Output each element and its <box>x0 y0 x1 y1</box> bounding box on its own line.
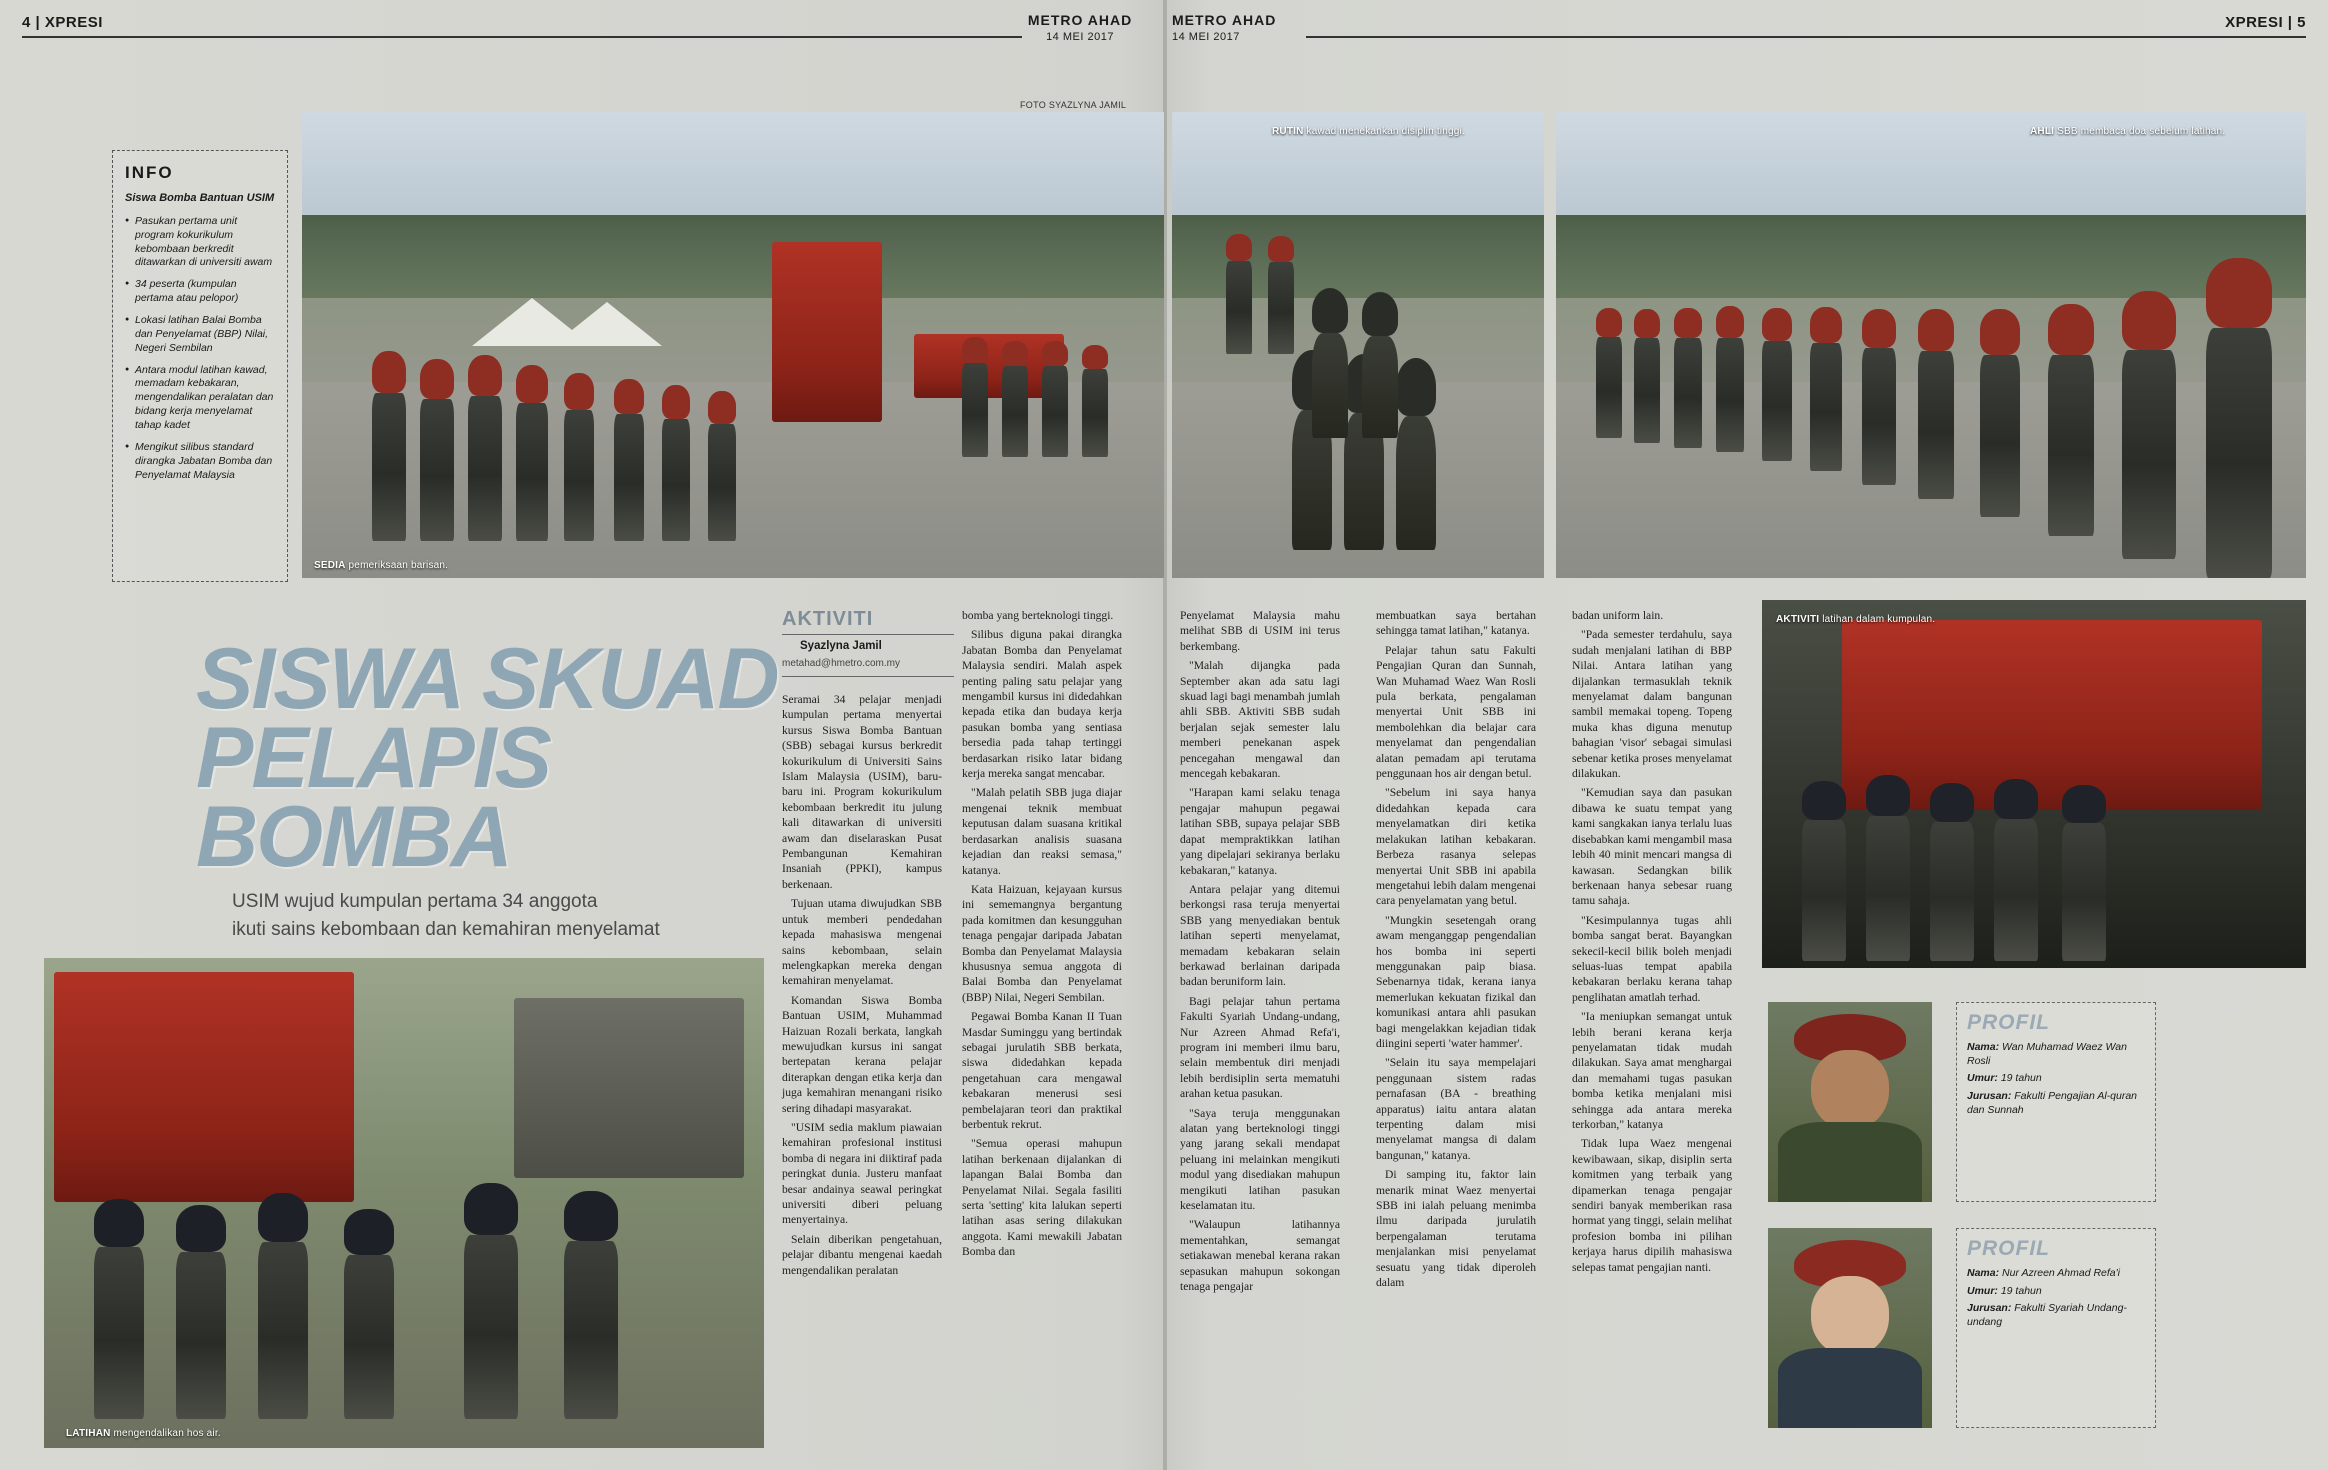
folio-right: XPRESI | 5 <box>2225 14 2306 31</box>
profil-row-nama <box>1967 1267 2145 1281</box>
center-head-left-title: METRO AHAD <box>1027 12 1133 28</box>
paragraph: "Sebelum ini saya hanya didedahkan kepada cara menyelamatkan diri ketika melakukan latihan kebakaran. Berbeza rasanya selepas menyertai Unit SBB ini apabila mengetahui lebih dalam mengenai cara penyelamatan yang betul. <box>1376 786 1536 908</box>
section-kicker: AKTIVITI <box>782 608 874 630</box>
info-item: ● Mengikut silibus standard dirangka Jabatan Bomba dan Penyelamat Malaysia <box>125 441 275 483</box>
byline-author: Syazlyna Jamil <box>800 640 882 652</box>
rule-right <box>1306 36 2306 38</box>
info-box-subtitle: Siswa Bomba Bantuan USIM <box>125 192 275 204</box>
paragraph: Seramai 34 pelajar menjadi kumpulan pertama menyertai kursus Siswa Bomba Bantuan (SBB) sebagai kursus berkredit kokurikulum di Universiti Sains Islam Malaysia (USIM), baru-baru ini. Program kokurikulum kebombaan berkredit itu julung kali ditawarkan di universiti awam dan diselaraskan Pusat Pembangunan Kemahiran Insaniah (PPKI), kampus berkenaan. <box>782 693 942 891</box>
portrait-waez <box>1768 1002 1932 1202</box>
photo-latihan-hos <box>44 958 764 1448</box>
headline-line-2: PELAPIS BOMBA <box>196 710 550 886</box>
body-column-3 <box>1180 608 1340 1448</box>
caption-rutin <box>1272 126 1465 137</box>
paragraph: Tidak lupa Waez mengenai kewibawaan, sikap, disiplin serta komitmen yang terbaik yang dipamerkan tenaga pengajar sendiri banyak memberikan rasa hormat yang tinggi, selain melihat profesion bomba ini pilihan kerjaya harus dipilih mahasiswa selepas tamat pengajian nanti. <box>1572 1137 1732 1274</box>
profil-row-jurusan <box>1967 1302 2145 1329</box>
info-box-list <box>125 215 275 483</box>
center-head-right <box>1172 12 1332 43</box>
paragraph: bomba yang berteknologi tinggi. <box>962 609 1114 622</box>
byline-rule-bottom <box>782 676 954 677</box>
profil-label: Jurusan: <box>1967 1302 2012 1315</box>
profil-value: Nur Azreen Ahmad Refa'i <box>1999 1267 2120 1279</box>
body-column-4 <box>1376 608 1536 1448</box>
profil-value: Fakulti Syariah Undang-undang <box>1967 1302 2127 1328</box>
paragraph: badan uniform lain. <box>1572 609 1664 622</box>
center-head-left-date: 14 MEI 2017 <box>1046 31 1114 43</box>
paragraph: Pelajar tahun satu Fakulti Pengajian Quran dan Sunnah, Wan Muhamad Waez Wan Rosli pula berkata, pengalaman menyertai Unit SBB ini membolehkan dia belajar cara menyelamat dan pengendalian alatan pemadam api terutama penggunaan hos air dengan betul. <box>1376 643 1536 781</box>
profil-value: 19 tahun <box>1997 1284 2042 1297</box>
standfirst <box>232 888 792 943</box>
paragraph: "Kemudian saya dan pasukan dibawa ke suatu tempat yang kami sangkakan ianya terlalu luas disebabkan kami mengambil masa lebih 40 minit mencari mangsa di kawasan. Sedangkan bilik berkenaan hanya sebesar ruang tamu sahaja. <box>1572 786 1733 908</box>
body-column-1 <box>782 692 942 1448</box>
profil-value: Wan Muhamad Waez Wan Rosli <box>1967 1041 2127 1067</box>
paragraph: "Harapan kami selaku tenaga pengajar mahupun pegawai latihan SBB, supaya pelajar SBB dapat mempraktikkan latihan yang dipelajari sekiranya berlaku kebakaran," katanya. <box>1180 786 1340 877</box>
caption-main-photo <box>314 560 448 571</box>
caption-aktiviti-text: latihan dalam kumpulan. <box>1819 614 1936 625</box>
paragraph: Silibus diguna pakai dirangka Jabatan Bomba dan Penyelamat Malaysia sendiri. Malah aspek penting paling satu pelajar yang mengambil kursus ini didedahkan kepada etika dan budaya kerja pasukan bomba yang sentiasa bersedia pada tahap tertinggi berdasarkan risiko latar bidang kerja mereka sangat mencabar. <box>962 628 1122 781</box>
profil-label: Nama: <box>1967 1267 2000 1279</box>
photo-aktiviti-kumpulan <box>1762 600 2306 968</box>
standfirst-line-1: USIM wujud kumpulan pertama 34 anggota <box>232 891 598 912</box>
profil-row-umur <box>1967 1072 2145 1086</box>
profil-label: Nama: <box>1967 1041 2000 1053</box>
paragraph: "Saya teruja menggunakan alatan yang berteknologi tinggi yang jarang sekali mendapat peluang ini melainkan mengikuti modul yang disediakan mahupun mengikuti latihan pasukan keselamatan itu. <box>1180 1106 1340 1213</box>
center-head-left <box>1000 12 1160 43</box>
paragraph: Komandan Siswa Bomba Bantuan USIM, Muhammad Haizuan Rozali berkata, langkah mewujudkan kursus ini sangat bertepatan kerana pelajar diterapkan dengan etika kerja dan juga kemahiran menangani risiko sering dihadapi masyarakat. <box>782 993 942 1115</box>
paragraph: "Malah dijangka pada September akan ada satu lagi skuad lagi bagi menambah jumlah ahli SBB. Aktiviti SBB sudah berjalan sejak semester lalu memberi penekanan aspek pencegahan mengawal dan mencegah kebakaran. <box>1180 659 1340 781</box>
paragraph: "Kesimpulannya tugas ahli bomba sangat berat. Bayangkan sekecil-kecil bilik boleh menjadi seluas-luas tempat apabila kebakaran berlaku kerana tahap penglihatan amatlah terhad. <box>1572 913 1732 1004</box>
paragraph: Bagi pelajar tahun pertama Fakulti Syariah Undang-undang, Nur Azreen Ahmad Refa'i, program ini memberi ilmu baru, selain membentuk diri menjadi lebih berdisiplin serta mematuhi arahan ketua pasukan. <box>1180 994 1340 1101</box>
paragraph: "Malah pelatih SBB juga diajar mengenai teknik membuat keputusan dalam suasana kritikal berdasarkan analisis suasana kejadian dan reaksi semasa," katanya. <box>962 786 1122 877</box>
paragraph: "Walaupun latihannya mementahkan, semangat setiakawan menebal kerana rakan sepasukan mahupun sokongan tenaga pengajar <box>1180 1218 1340 1294</box>
paragraph: "Semua operasi mahupun latihan berkenaan dijalankan di lapangan Balai Bomba dan Penyelamat Nilai. Segala fasiliti serta 'setting' kita lalukan seperti latihan asas sering dilakukan anggota. Kami mewakili Jabatan Bomba dan <box>962 1137 1122 1259</box>
paragraph: Kata Haizuan, kejayaan kursus ini sememangnya bergantung pada komitmen dan kesungguhan tenaga pengajar daripada Jabatan Bomba dan Penyelamat Malaysia khususnya semua anggota di Balai Bomba dan Penyelamat (BBP) Nilai, Negeri Sembilan. <box>962 882 1122 1004</box>
paragraph: Pegawai Bomba Kanan II Tuan Masdar Suminggu yang bertindak sebagai jurulatih SBB berkata, siswa didedahkan kepada pengetahuan cara mengawal kebakaran menerusi sesi pembelajaran teori dan praktikal berbentuk rekrut. <box>962 1010 1122 1131</box>
photo-credit: FOTO SYAZLYNA JAMIL <box>1020 100 1127 110</box>
page-headline <box>196 631 816 886</box>
profil-row-nama <box>1967 1041 2145 1068</box>
paragraph: Selain diberikan pengetahuan, pelajar dibantu mengenai kaedah mengendalikan peralatan <box>782 1232 942 1277</box>
body-column-5 <box>1572 608 1732 1448</box>
caption-latihan-text: mengendalikan hos air. <box>110 1428 221 1439</box>
paragraph: "Pada semester terdahulu, saya sudah menjalani latihan di BBP Nilai. Antara latihan yang dijalankan termasuklah teknik menyelamat dalam bangunan sambil memakai topeng. Topeng muka khas diguna menutup bahagian 'visor' sebagai simulasi sebenar ketika proses menyelamat dilakukan. <box>1572 628 1732 781</box>
portrait-azreen <box>1768 1228 1932 1428</box>
info-box-title: INFO <box>125 163 174 182</box>
paragraph: Tujuan utama diwujudkan SBB untuk memberi pendedahan kepada mahasiswa mengenai sains kebombaan, selain melengkapkan mereka dengan kemahiran menyelamat. <box>782 897 942 988</box>
headline-line-1: SISWA SKUAD <box>196 631 778 727</box>
caption-main-photo-text: pemeriksaan barisan. <box>345 560 449 571</box>
profil-value: 19 tahun <box>1997 1072 2042 1085</box>
info-item: ● Lokasi latihan Balai Bomba dan Penyelamat (BBP) Nilai, Negeri Sembilan <box>125 314 275 356</box>
paragraph: "Mungkin sesetengah orang awam menganggap pengendalian hos bomba ini seperti menggunakan paip biasa. Sebenarnya tidak, kerana ianya memerlukan kekuatan fizikal dan komunikasi antara ahli pasukan bagi mengelakkan kejadian tidak diingini seperti 'water hammer'. <box>1376 913 1536 1050</box>
center-head-right-date: 14 MEI 2017 <box>1172 31 1240 43</box>
caption-latihan-bold: LATIHAN <box>66 1428 111 1439</box>
profil-row-umur <box>1967 1285 2145 1299</box>
caption-main-photo-bold: SEDIA <box>314 560 346 571</box>
paragraph: Di samping itu, faktor lain menarik minat Waez menyertai SBB ini ialah peluang menimba ilmu daripada jurulatih berpengalaman terutama menjalankan misi penyelamat sesuatu yang tidak diperoleh dalam <box>1376 1168 1536 1290</box>
profil-title: PROFIL <box>1967 1011 2050 1034</box>
info-item: ● 34 peserta (kumpulan pertama atau pelopor) <box>125 278 275 306</box>
profil-label: Umur: <box>1967 1284 1998 1297</box>
rule-left <box>22 36 1022 38</box>
profil-label: Umur: <box>1967 1072 1998 1085</box>
body-column-2 <box>962 608 1122 1448</box>
photo-ahli-doa <box>1556 112 2306 578</box>
caption-ahli-text: SBB membaca doa sebelum latihan. <box>2054 126 2226 137</box>
caption-aktiviti <box>1776 614 1935 625</box>
info-item: ● Antara modul latihan kawad, memadam kebakaran, mengendalikan peralatan dan bidang kerja menyelamat tahap kadet <box>125 364 275 433</box>
paragraph: Antara pelajar yang ditemui berkongsi rasa teruja menyertai SBB yang menyediakan bentuk latihan seperti menyelamat, memadam kebakaran selain berkawad berlainan daripada badan beruniform lain. <box>1180 882 1340 989</box>
photo-main-parade <box>302 112 1164 578</box>
paragraph: Penyelamat Malaysia mahu melihat SBB di USIM ini terus berkembang. <box>1180 609 1340 653</box>
caption-aktiviti-bold: AKTIVITI <box>1776 614 1820 625</box>
info-box <box>112 150 288 582</box>
profil-value: Fakulti Pengajian Al-quran dan Sunnah <box>1967 1089 2138 1116</box>
caption-rutin-bold: RUTIN <box>1272 126 1304 137</box>
byline-rule-top <box>782 634 954 635</box>
caption-ahli <box>2030 126 2225 137</box>
profil-card-azreen <box>1956 1228 2156 1428</box>
standfirst-line-2: ikuti sains kebombaan dan kemahiran menyelamat <box>232 918 660 940</box>
center-head-right-title: METRO AHAD <box>1172 12 1277 28</box>
profil-label: Jurusan: <box>1967 1089 2012 1102</box>
byline-email: metahad@hmetro.com.my <box>782 658 900 669</box>
folio-left: 4 | XPRESI <box>22 14 103 31</box>
info-item: ● Pasukan pertama unit program kokurikulum kebombaan berkredit ditawarkan di universiti awam <box>125 215 275 270</box>
paragraph: "Selain itu saya mempelajari penggunaan sistem radas pernafasan (BA - breathing apparatus) iaitu antara alatan terpenting dalam misi menyelamat mangsa di dalam bangunan," katanya. <box>1376 1056 1536 1162</box>
paragraph: membuatkan saya bertahan sehingga tamat latihan," katanya. <box>1376 609 1536 638</box>
profil-row-jurusan <box>1967 1090 2145 1117</box>
caption-rutin-text: kawad menekankan disiplin tinggi. <box>1303 126 1465 137</box>
photo-rutin <box>1172 112 1544 578</box>
profil-card-waez <box>1956 1002 2156 1202</box>
paragraph: "Ia meniupkan semangat untuk lebih berani kerana kerja penyelamatan tidak mudah dilakukan. Saya amat menghargai dan memahami tugas pasukan bomba ketika menjalani misi sehingga ada antara mereka terkorban," katanya <box>1572 1010 1732 1131</box>
profil-title: PROFIL <box>1967 1237 2050 1260</box>
paragraph: "USIM sedia maklum piawaian kemahiran profesional institusi bomba di negara ini diiktiraf pada peringkat dunia. Justeru manfaat besar andainya seawal peringkat universiti diberi peluang menyertainya. <box>782 1120 942 1227</box>
caption-latihan <box>66 1428 221 1439</box>
caption-ahli-bold: AHLI <box>2030 126 2055 137</box>
